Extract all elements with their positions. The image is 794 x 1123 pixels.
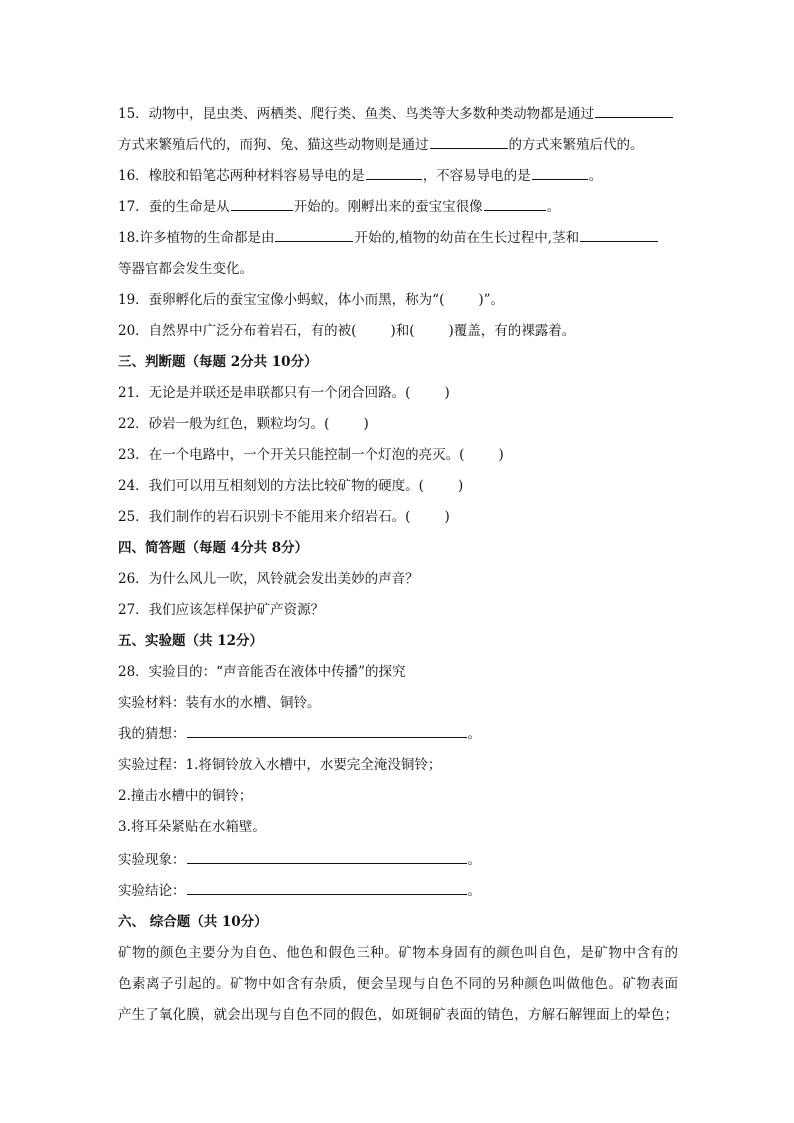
paragraph-line: 色素离子引起的。矿物中如含有杂质，便会呈现与自色不同的另种颜色叫做他色。矿物表面	[118, 976, 678, 992]
answer-blank[interactable]	[231, 196, 293, 211]
experiment-guess: 我的猜想： 。	[118, 722, 678, 746]
paragraph-line: 产生了氧化膜，就会出现与自色不同的假色，如斑铜矿表面的锖色，方解石解锂面上的晕色；	[118, 1007, 678, 1023]
question-23: 23．在一个电路中，一个开关只能控制一个灯泡的亮灭。( )	[118, 447, 504, 463]
question-15-line-2: 方式来繁殖后代的，而狗、兔、猫这些动物则是通过 的方式来繁殖后代的。	[118, 133, 678, 157]
answer-blank[interactable]	[580, 227, 658, 242]
answer-blank[interactable]	[187, 880, 467, 895]
section-title-experiment: 五、实验题（共 12分）	[118, 633, 263, 649]
question-19: 19．蚕卵孵化后的蚕宝宝像小蚂蚁，体小而黑，称为“( )”。	[118, 292, 505, 308]
question-27: 27．我们应该怎样保护矿产资源？	[118, 602, 325, 618]
answer-blank[interactable]	[532, 165, 588, 180]
question-16: 16．橡胶和铅笔芯两种材料容易导电的是 ，不容易导电的是 。	[118, 164, 678, 188]
question-17: 17．蚕的生命是从 开始的。刚孵出来的蚕宝宝很像 。	[118, 195, 678, 219]
answer-blank[interactable]	[430, 134, 508, 149]
section-title-comprehensive: 六、 综合题（共 10分）	[118, 914, 268, 930]
question-22: 22．砂岩一般为红色，颗粒均匀。( )	[118, 416, 369, 432]
question-20: 20．自然界中广泛分布着岩石，有的被( )和( )覆盖，有的裸露着。	[118, 323, 576, 339]
question-18-line-2: 等器官都会发生变化。	[118, 261, 253, 277]
answer-blank[interactable]	[187, 849, 467, 864]
section-title-judgement: 三、判断题（每题 2分共 10分）	[118, 354, 318, 370]
answer-blank[interactable]	[366, 165, 422, 180]
question-25: 25．我们制作的岩石识别卡不能用来介绍岩石。( )	[118, 509, 450, 525]
question-24: 24．我们可以用互相刻划的方法比较矿物的硬度。( )	[118, 478, 464, 494]
experiment-step-3: 3.将耳朵紧贴在水箱壁。	[118, 819, 266, 835]
question-18-line-1: 18.许多植物的生命都是由 开始的,植物的幼苗在生长过程中,茎和	[118, 226, 678, 250]
experiment-step-2: 2.撞击水槽中的铜铃；	[118, 788, 253, 804]
experiment-purpose: 28．实验目的：“声音能否在液体中传播”的探究	[118, 664, 406, 680]
experiment-conclusion: 实验结论： 。	[118, 879, 678, 903]
answer-blank[interactable]	[275, 227, 353, 242]
question-21: 21．无论是并联还是串联都只有一个闭合回路。( )	[118, 385, 450, 401]
paragraph-line: 矿物的颜色主要分为自色、他色和假色三种。矿物本身固有的颜色叫自色，是矿物中含有的	[118, 945, 678, 961]
answer-blank[interactable]	[484, 196, 546, 211]
question-26: 26．为什么风儿一吹，风铃就会发出美妙的声音？	[118, 571, 419, 587]
experiment-phenomenon: 实验现象： 。	[118, 848, 678, 872]
question-15-line-1: 15．动物中，昆虫类、两栖类、爬行类、鱼类、鸟类等大多数种类动物都是通过	[118, 102, 678, 126]
experiment-process: 实验过程：1.将铜铃放入水槽中，水要完全淹没铜铃；	[118, 757, 442, 773]
answer-blank[interactable]	[595, 103, 673, 118]
experiment-materials: 实验材料：装有水的水槽、铜铃。	[118, 695, 321, 711]
section-title-short-answer: 四、简答题（每题 4分共 8分）	[118, 540, 309, 556]
answer-blank[interactable]	[187, 723, 467, 738]
